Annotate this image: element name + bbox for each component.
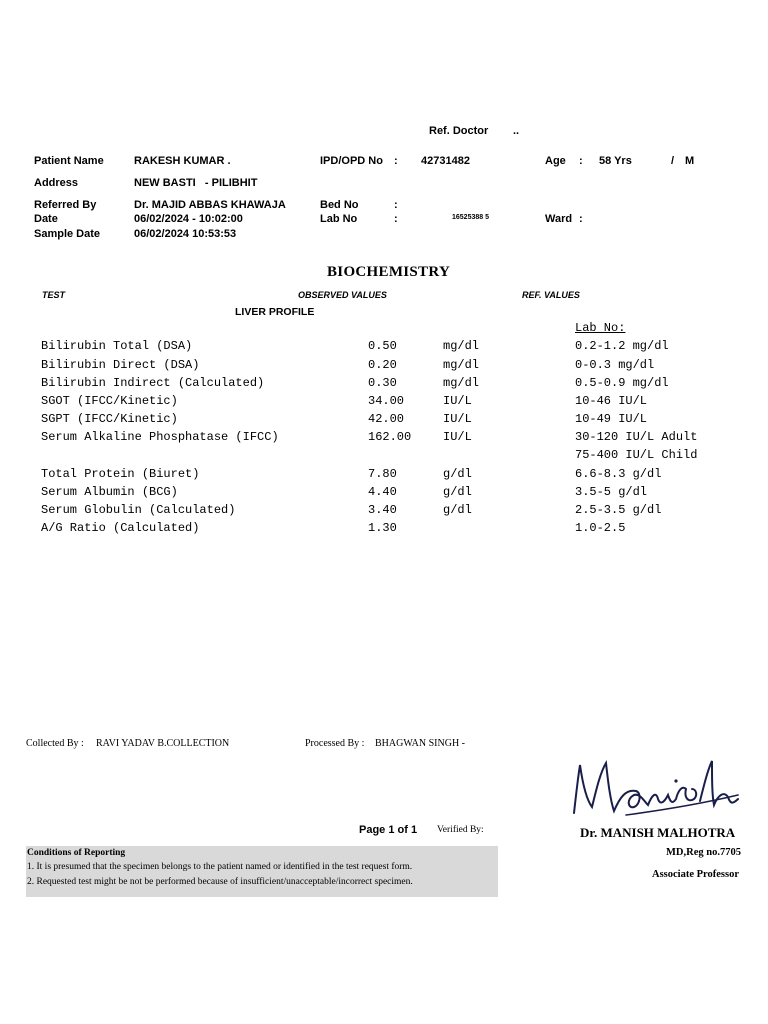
- patient-name: RAKESH KUMAR .: [134, 155, 231, 167]
- test-unit: g/dl: [443, 467, 472, 481]
- test-unit: IU/L: [443, 394, 472, 408]
- test-name: Bilirubin Total (DSA): [41, 339, 193, 353]
- doctor-name: Dr. MANISH MALHOTRA: [580, 825, 736, 840]
- date-value: 06/02/2024 - 10:02:00: [134, 213, 243, 225]
- section-title: LIVER PROFILE: [235, 306, 315, 318]
- test-ref: 0-0.3 mg/dl: [575, 358, 655, 372]
- department-title: BIOCHEMISTRY: [327, 264, 451, 280]
- test-ref: 0.2-1.2 mg/dl: [575, 339, 669, 353]
- collected-value: RAVI YADAV B.COLLECTION: [96, 738, 230, 749]
- test-value: 4.40: [368, 485, 397, 499]
- patient-name-label: Patient Name: [34, 155, 104, 167]
- test-unit: g/dl: [443, 485, 472, 499]
- labno-label: Lab No: [320, 213, 358, 225]
- test-value: 42.00: [368, 412, 405, 426]
- condition-item: 2. Requested test might be not be performed because of insufficient/unacceptable/incorrect specimen.: [27, 877, 413, 887]
- test-ref: 10-49 IU/L: [575, 412, 648, 426]
- age-value: 58 Yrs: [599, 155, 632, 167]
- sex-separator: /: [671, 155, 675, 167]
- test-ref: 0.5-0.9 mg/dl: [575, 376, 669, 390]
- test-value: 0.50: [368, 339, 397, 353]
- col-observed-header: OBSERVED VALUES: [298, 290, 387, 300]
- test-value: 1.30: [368, 521, 397, 535]
- test-ref: 2.5-3.5 g/dl: [575, 503, 662, 517]
- referred-value: Dr. MAJID ABBAS KHAWAJA: [134, 199, 286, 211]
- age-label: Age: [545, 155, 566, 167]
- test-ref: 1.0-2.5: [575, 521, 626, 535]
- test-unit: mg/dl: [443, 358, 480, 372]
- test-value: 3.40: [368, 503, 397, 517]
- test-unit: IU/L: [443, 430, 472, 444]
- lab-no-label: Lab No:: [575, 321, 626, 335]
- test-ref-secondary: 75-400 IU/L Child: [575, 448, 698, 462]
- condition-item: 1. It is presumed that the specimen belongs to the patient named or identified in the test request form.: [27, 862, 413, 872]
- test-value: 7.80: [368, 467, 397, 481]
- ward-colon: :: [579, 213, 583, 225]
- bed-colon: :: [394, 199, 398, 211]
- doctor-title: Associate Professor: [652, 869, 739, 880]
- processed-value: BHAGWAN SINGH -: [375, 738, 465, 749]
- collected-label: Collected By :: [26, 738, 84, 749]
- referred-label: Referred By: [34, 199, 97, 211]
- ipd-label: IPD/OPD No: [320, 155, 383, 167]
- col-ref-header: REF. VALUES: [522, 290, 580, 300]
- labno-colon: :: [394, 213, 398, 225]
- test-name: Serum Albumin (BCG): [41, 485, 178, 499]
- age-colon: :: [579, 155, 583, 167]
- page-number: Page 1 of 1: [359, 824, 418, 836]
- test-name: Serum Globulin (Calculated): [41, 503, 236, 517]
- col-test-header: TEST: [42, 290, 66, 300]
- ward-label: Ward: [545, 213, 573, 225]
- address-label: Address: [34, 177, 79, 189]
- signature-image: [566, 755, 742, 823]
- labno-value: 16525388 5: [452, 214, 489, 221]
- test-value: 0.30: [368, 376, 397, 390]
- ref-doctor-value: ..: [513, 125, 520, 137]
- verified-label: Verified By:: [437, 825, 484, 835]
- conditions-title: Conditions of Reporting: [27, 848, 126, 858]
- test-unit: IU/L: [443, 412, 472, 426]
- test-name: Bilirubin Direct (DSA): [41, 358, 200, 372]
- bed-label: Bed No: [320, 199, 359, 211]
- test-name: Total Protein (Biuret): [41, 467, 200, 481]
- test-ref: 30-120 IU/L Adult: [575, 430, 698, 444]
- doctor-reg: MD,Reg no.7705: [666, 847, 741, 858]
- test-value: 34.00: [368, 394, 405, 408]
- test-name: A/G Ratio (Calculated): [41, 521, 200, 535]
- test-name: SGOT (IFCC/Kinetic): [41, 394, 178, 408]
- processed-label: Processed By :: [305, 738, 365, 749]
- ref-doctor-label: Ref. Doctor: [429, 125, 489, 137]
- ipd-value: 42731482: [421, 155, 470, 167]
- test-value: 162.00: [368, 430, 412, 444]
- sample-date-value: 06/02/2024 10:53:53: [134, 228, 237, 240]
- test-unit: mg/dl: [443, 339, 480, 353]
- conditions-box: [26, 846, 498, 897]
- test-name: Bilirubin Indirect (Calculated): [41, 376, 265, 390]
- test-unit: g/dl: [443, 503, 472, 517]
- address-value: NEW BASTI - PILIBHIT: [134, 177, 258, 189]
- test-ref: 3.5-5 g/dl: [575, 485, 648, 499]
- ipd-colon: :: [394, 155, 398, 167]
- test-name: SGPT (IFCC/Kinetic): [41, 412, 178, 426]
- test-ref: 6.6-8.3 g/dl: [575, 467, 662, 481]
- sex-value: M: [685, 155, 695, 167]
- test-ref: 10-46 IU/L: [575, 394, 648, 408]
- date-label: Date: [34, 213, 58, 225]
- test-value: 0.20: [368, 358, 397, 372]
- sample-date-label: Sample Date: [34, 228, 101, 240]
- test-unit: mg/dl: [443, 376, 480, 390]
- test-name: Serum Alkaline Phosphatase (IFCC): [41, 430, 279, 444]
